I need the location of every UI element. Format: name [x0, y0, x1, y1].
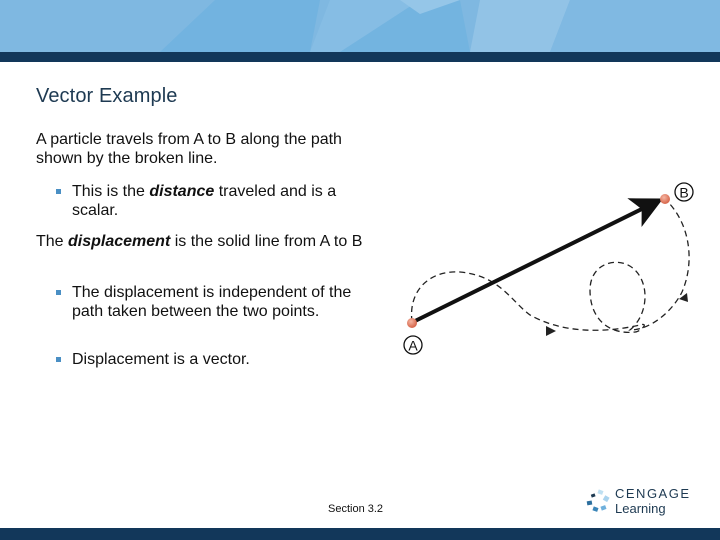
- bullet-marker: [56, 189, 61, 194]
- footer-rule: [0, 528, 720, 540]
- text: This is the: [72, 183, 150, 200]
- logo-subword: Learning: [615, 501, 666, 516]
- bullet-marker: [56, 290, 61, 295]
- keyword-displacement: displacement: [68, 233, 171, 250]
- slide-title: Vector Example: [36, 85, 178, 107]
- label-a: [404, 336, 422, 354]
- header-band: [0, 0, 720, 52]
- displacement-diagram: [390, 170, 710, 370]
- logo-wordmark: CENGAGE: [615, 486, 691, 501]
- text: The: [36, 233, 69, 250]
- text: The displacement is independent of the path taken between the two points.: [72, 284, 352, 320]
- keyword-distance: distance: [149, 183, 215, 200]
- point-a: [407, 318, 417, 328]
- text: traveled and is a scalar.: [72, 183, 337, 219]
- bullet-vector: [56, 350, 366, 369]
- bullet-distance: [56, 182, 366, 220]
- header-pattern: [0, 0, 720, 52]
- cengage-logo: [585, 486, 695, 518]
- text: Displacement is a vector.: [72, 351, 250, 368]
- broken-path: [412, 202, 690, 332]
- paragraph-intro: A particle travels from A to B along the path shown by the broken line.: [36, 131, 342, 167]
- svg-text:B: B: [679, 184, 689, 201]
- bullet-independent: [56, 283, 366, 321]
- point-b: [660, 194, 670, 204]
- bullet-marker: [56, 357, 61, 362]
- svg-text:A: A: [408, 337, 418, 354]
- logo-dots-icon: [585, 488, 613, 516]
- path-arrow-2: [679, 293, 688, 302]
- header-rule: [0, 52, 720, 62]
- text: is the solid line from A to B: [170, 233, 363, 250]
- label-b: [675, 183, 693, 201]
- path-arrow-1: [546, 326, 556, 336]
- paragraph-displacement: [36, 232, 376, 251]
- footer-section: Section 3.2: [328, 503, 384, 515]
